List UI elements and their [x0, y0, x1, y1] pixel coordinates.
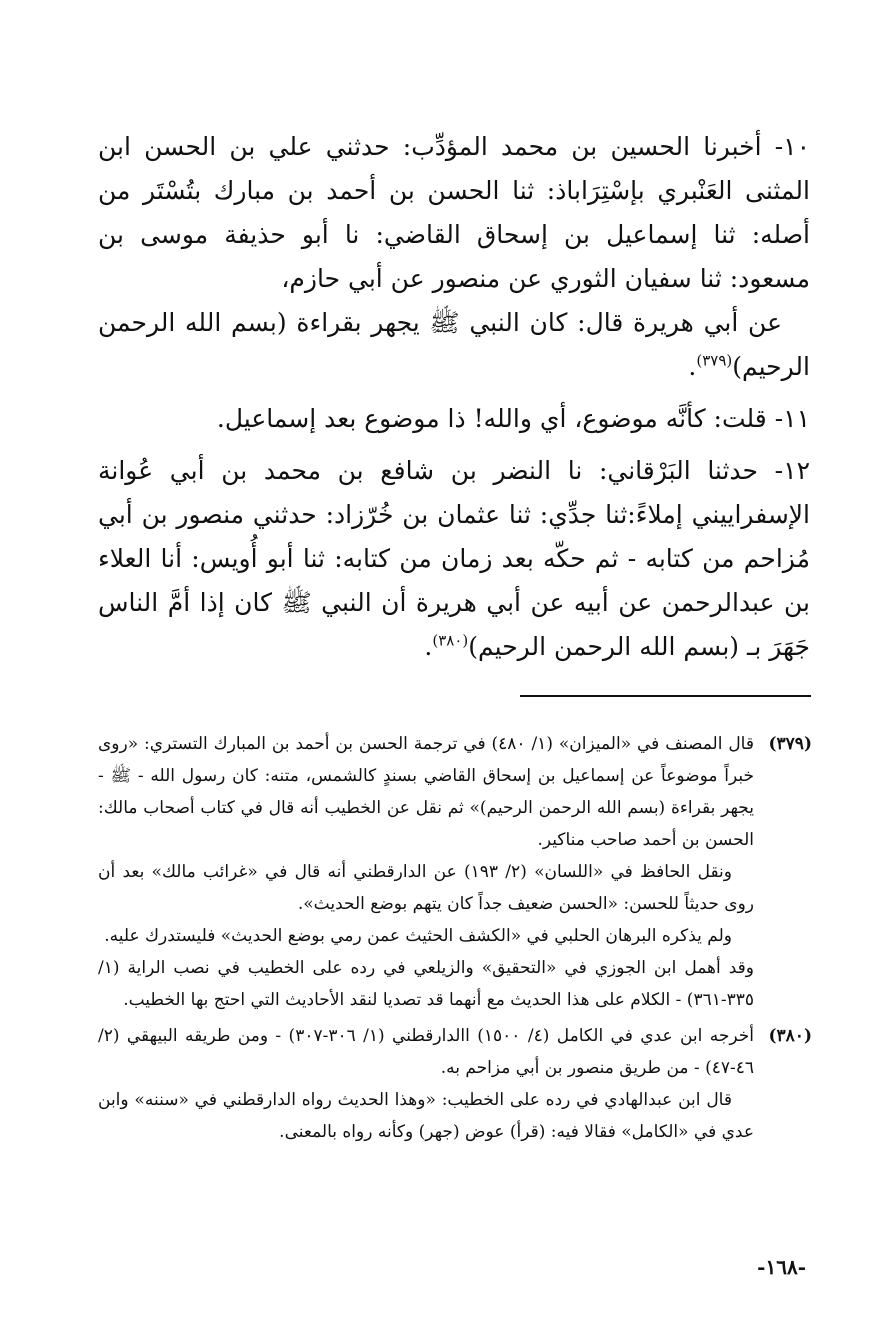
footnote-380 — [98, 1020, 812, 1148]
hadith-12-text: ١٢- حدثنا البَرْقاني: نا النضر بن شافع بن محمد بن أبي عُوانة الإسفراييني إملاءً:ثنا جدِّي: ثنا عثمان بن خُرّزاد: حدثني منصور بن أبي مُزاحم من كتابه - ثم حكّه بعد زمان من كتابه: ثنا أبو أُويس: أنا العلاء بن عبدالرحمن عن أبيه عن أبي هريرة أن النبي ﷺ كان إذا أمَّ الناس جَهَرَ بـ (بسم الله الرحمن الرحيم) — [98, 456, 810, 661]
footnote-number: (٣٨٠) — [768, 1026, 812, 1046]
main-text — [98, 125, 810, 669]
footnote-number: (٣٧٩) — [768, 734, 812, 754]
hadith-10-matn-text: عن أبي هريرة قال: كان النبي ﷺ يجهر بقراءة (بسم الله الرحمن الرحيم) — [98, 308, 810, 381]
comment-11-text: ١١- قلت: كأنَّه موضوع، أي والله! ذا موضوع بعد إسماعيل. — [216, 404, 810, 433]
footnote-paragraph: أخرجه ابن عدي في الكامل (٤/ ١٥٠٠) االدارقطني (١/ ٣٠٦-٣٠٧) - ومن طريقه البيهقي (٢/ ٤٦-٤٧) - من طريق منصور بن أبي مزاحم به. — [98, 1026, 754, 1078]
period: . — [688, 352, 697, 381]
hadith-10-matn — [98, 301, 810, 389]
comment-11 — [98, 397, 810, 441]
footnotes — [98, 728, 812, 1152]
footnote-ref-379[interactable]: (٣٧٩) — [696, 351, 733, 370]
footnote-ref-380[interactable]: (٣٨٠) — [432, 631, 469, 650]
footnote-separator — [520, 695, 811, 697]
footnote-379 — [98, 728, 812, 1016]
footnote-paragraph: ولم يذكره البرهان الحلبي في «الكشف الحثيث عمن رمي بوضع الحديث» فليستدرك عليه. — [104, 926, 732, 946]
hadith-10-text: ١٠- أخبرنا الحسين بن محمد المؤدِّب: حدثني علي بن الحسن ابن المثنى العَنْبري بإسْتِرَاباذ: ثنا الحسن بن أحمد بن مبارك بتُسْتَر من أصله: ثنا إسماعيل بن إسحاق القاضي: نا أبو حذيفة موسى بن مسعود: ثنا سفيان الثوري عن منصور عن أبي حازم، — [98, 132, 810, 293]
page-number: -١٦٨- — [757, 1255, 806, 1279]
period: . — [424, 632, 433, 661]
footnote-paragraph: ونقل الحافظ في «اللسان» (٢/ ١٩٣) عن الدارقطني أنه قال في «غرائب مالك» بعد أن روى حديثاً للحسن: «الحسن ضعيف جداً كان يتهم بوضع الحديث». — [98, 862, 754, 914]
hadith-10 — [98, 125, 810, 301]
footnote-paragraph: قال ابن عبدالهادي في رده على الخطيب: «وهذا الحديث رواه الدارقطني في «سننه» وابن عدي في «الكامل» فقالا فيه: (قرأ) عوض (جهر) وكأنه رواه بالمعنى. — [98, 1090, 754, 1142]
footnote-paragraph: قال المصنف في «الميزان» (١/ ٤٨٠) في ترجمة الحسن بن أحمد بن المبارك التستري: «روى خبراً موضوعاً عن إسماعيل بن إسحاق القاضي بسندٍ كالشمس، متنه: كان رسول الله - ﷺ - يجهر بقراءة (بسم الله الرحمن الرحيم)» ثم نقل عن الخطيب أنه قال في كتاب أصحاب مالك: الحسن بن أحمد صاحب مناكير. — [98, 734, 754, 850]
hadith-12 — [98, 449, 810, 669]
footnote-paragraph: وقد أهمل ابن الجوزي في «التحقيق» والزيلعي في رده على الخطيب في نصب الراية (١/ ٣٣٥-٣٦١) - الكلام على هذا الحديث مع أنهما قد تصديا لنقد الأحاديث التي احتج بها الخطيب. — [98, 958, 754, 1010]
